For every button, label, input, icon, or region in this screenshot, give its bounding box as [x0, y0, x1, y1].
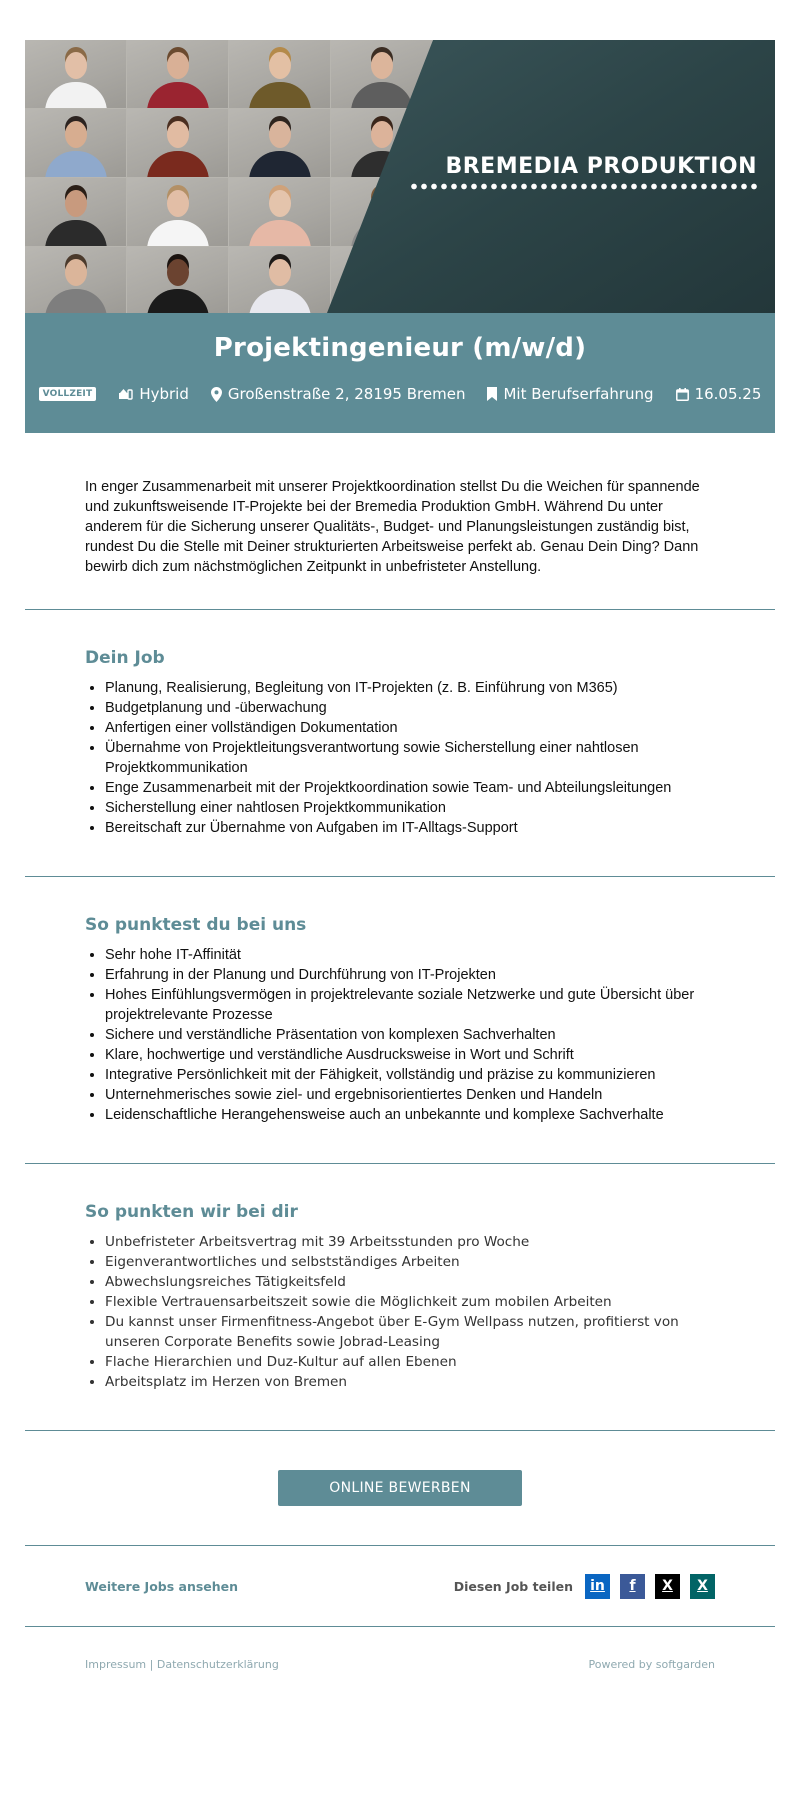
bookmark-icon	[487, 387, 497, 401]
privacy-link[interactable]: Datenschutzerklärung	[156, 1657, 279, 1671]
list-item: • Abwechslungsreiches Tätigkeitsfeld	[105, 1272, 715, 1292]
section-benefits	[25, 1164, 775, 1430]
more-jobs-link[interactable]: Weitere Jobs ansehen	[85, 1578, 239, 1594]
list-item: • Sichere und verständliche Präsentation von komplexen Sachverhalten	[105, 1025, 715, 1045]
list-item: • Unbefristeter Arbeitsvertrag mit 39 Arbeitsstunden pro Woche	[105, 1232, 715, 1252]
list-item: • Sicherstellung einer nahtlosen Projektkommunikation	[105, 798, 715, 818]
list-item: • Leidenschaftliche Herangehensweise auch an unbekannte und komplexe Sachverhalte	[105, 1105, 715, 1125]
requirements-list	[85, 945, 715, 1125]
experience	[487, 385, 653, 403]
hero-banner	[25, 40, 775, 313]
section-dein-job	[25, 610, 775, 876]
brand-dots	[409, 183, 757, 190]
list-item: • Integrative Persönlichkeit mit der Fähigkeit, vollständig und präzise zu kommunizieren	[105, 1065, 715, 1085]
legal-links	[85, 1658, 279, 1671]
list-item: • Erfahrung in der Planung und Durchführung von IT-Projekten	[105, 965, 715, 985]
job-header	[25, 313, 775, 433]
posting-date	[676, 385, 762, 403]
section-title: So punktest du bei uns	[85, 915, 307, 935]
impressum-link[interactable]: Impressum	[85, 1657, 147, 1671]
list-item: • Sehr hohe IT-Affinität	[105, 945, 715, 965]
work-model-text: Hybrid	[139, 385, 189, 403]
list-item: • Budgetplanung und -überwachung	[105, 698, 715, 718]
list-item: • Eigenverantwortliches und selbstständiges Arbeiten	[105, 1252, 715, 1272]
section-requirements	[25, 877, 775, 1163]
job-page	[25, 40, 775, 1701]
list-item: • Klare, hochwertige und verständliche Ausdrucksweise in Wort und Schrift	[105, 1045, 715, 1065]
list-item: • Flexible Vertrauensarbeitszeit sowie die Möglichkeit zum mobilen Arbeiten	[105, 1292, 715, 1312]
list-item: • Planung, Realisierung, Begleitung von IT-Projekten (z. B. Einführung von M365)	[105, 678, 715, 698]
list-item: • Anfertigen einer vollständigen Dokumentation	[105, 718, 715, 738]
linkedin-icon[interactable]	[585, 1574, 610, 1599]
list-item: • Arbeitsplatz im Herzen von Bremen	[105, 1372, 715, 1392]
task-list	[85, 678, 715, 838]
brand-logo	[409, 154, 757, 190]
job-title: Projektingenieur (m/w/d)	[213, 333, 587, 363]
employment-type	[39, 387, 97, 401]
job-meta	[25, 385, 775, 403]
date-text: 16.05.25	[694, 385, 762, 403]
list-item: • Übernahme von Projektleitungsverantwortung sowie Sicherstellung einer nahtlosen Projektkommunikation	[105, 738, 715, 778]
powered-by-link[interactable]: Powered by softgarden	[588, 1657, 715, 1671]
job-intro: In enger Zusammenarbeit mit unserer Projektkoordination stellst Du die Weichen für spannende und zukunftsweisende IT-Projekte bei der Bremedia Produktion GmbH. Während Du unter anderem für die Sicherung unserer Qualitäts-, Budget- und Planungsleistungen zuständig bist, rundest Du die Stelle mit Deiner strukturierten Arbeitsweise perfekt ab. Genau Dein Ding? Dann bewirb dich zum nächstmöglichen Zeitpunkt in unbefristeter Anstellung.	[85, 479, 700, 575]
x-twitter-icon[interactable]	[655, 1574, 680, 1599]
work-model	[118, 385, 189, 403]
share-row	[25, 1546, 775, 1626]
list-item: • Enge Zusammenarbeit mit der Projektkoordination sowie Team- und Abteilungsleitungen	[105, 778, 715, 798]
list-item: • Hohes Einfühlungsvermögen in projektrelevante soziale Netzwerke und gute Übersicht über projektrelevante Prozesse	[105, 985, 715, 1025]
apply-online-button[interactable]: ONLINE BEWERBEN	[278, 1470, 522, 1506]
xing-glyph: X	[697, 1578, 708, 1594]
employment-type-badge: VOLLZEIT	[39, 387, 97, 401]
section-title: Dein Job	[85, 648, 165, 668]
list-item: • Flache Hierarchien und Duz-Kultur auf allen Ebenen	[105, 1352, 715, 1372]
map-pin-icon	[211, 387, 222, 402]
hybrid-icon	[118, 387, 133, 401]
location	[211, 385, 466, 403]
brand-name: BREMEDIA PRODUKTION	[445, 154, 757, 179]
list-item: • Du kannst unser Firmenfitness-Angebot über E-Gym Wellpass nutzen, profitierst von unseren Corporate Benefits sowie Jobrad-Leasing	[105, 1312, 715, 1352]
benefits-list	[85, 1232, 715, 1392]
facebook-icon[interactable]	[620, 1574, 645, 1599]
x-glyph: X	[662, 1578, 673, 1594]
list-item: • Unternehmerisches sowie ziel- und ergebnisorientiertes Denken und Handeln	[105, 1085, 715, 1105]
xing-icon[interactable]	[690, 1574, 715, 1599]
share-label: Diesen Job teilen	[453, 1578, 573, 1594]
location-text: Großenstraße 2, 28195 Bremen	[227, 385, 466, 403]
experience-text: Mit Berufserfahrung	[503, 385, 654, 403]
apply-zone	[25, 1431, 775, 1545]
facebook-glyph: f	[629, 1578, 636, 1594]
linkedin-glyph: in	[590, 1578, 605, 1594]
share-bar	[454, 1574, 715, 1599]
list-item: • Bereitschaft zur Übernahme von Aufgaben im IT-Alltags-Support	[105, 818, 715, 838]
calendar-icon	[676, 388, 689, 401]
footer-separator: |	[149, 1657, 154, 1671]
footer	[25, 1627, 775, 1701]
section-title: So punkten wir bei dir	[85, 1202, 298, 1222]
